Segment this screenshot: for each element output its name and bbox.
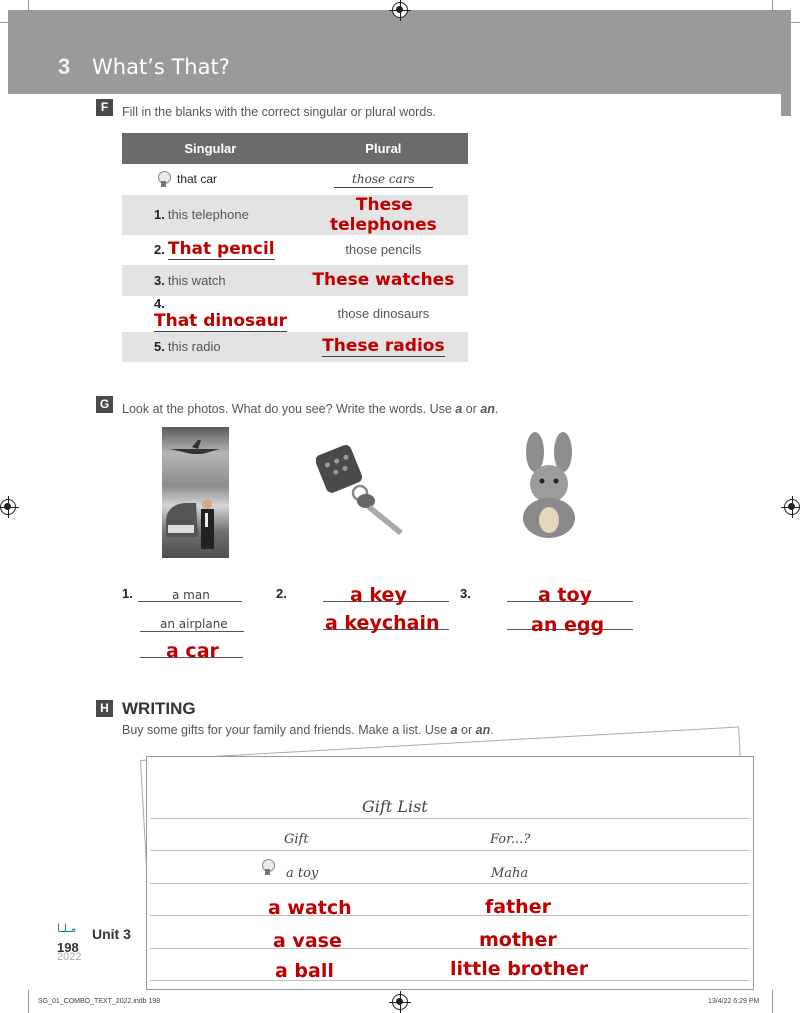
publisher-logo: مـلـا xyxy=(57,922,77,935)
example-singular: that car xyxy=(177,171,218,186)
unit-label: Unit 3 xyxy=(92,926,131,942)
plural-answer: These watches xyxy=(312,270,455,291)
section-g-label: G xyxy=(96,396,113,413)
gift-answer: a vase xyxy=(273,930,342,952)
ruled-line xyxy=(150,980,750,981)
for-answer: little brother xyxy=(450,958,589,980)
answer-2-line-1: a key xyxy=(350,584,407,606)
answer-line xyxy=(140,631,244,632)
row-number: 4. xyxy=(154,295,165,311)
ruled-line xyxy=(150,818,750,819)
ruled-line xyxy=(150,915,750,916)
keychain-photo xyxy=(316,443,408,537)
year-label: 2022 xyxy=(57,951,82,963)
answer-1-line-1: a man xyxy=(172,588,210,602)
table-row xyxy=(122,265,468,296)
example-gift: a toy xyxy=(286,866,319,881)
registration-mark-icon xyxy=(784,499,800,515)
ruled-line xyxy=(150,948,750,949)
file-name: SG_01_COMBO_TEXT_2022.indb 198 xyxy=(38,998,161,1005)
plural-answer: These telephones xyxy=(330,194,437,235)
singular-cell: this radio xyxy=(167,339,221,355)
for-answer: father xyxy=(485,896,551,918)
col-singular-header: Singular xyxy=(122,133,299,164)
plural-cell: those pencils xyxy=(345,242,422,258)
answer-3-line-2: an egg xyxy=(531,614,605,636)
table-row xyxy=(122,235,468,266)
example-for: Maha xyxy=(491,866,529,881)
toy-bunny-photo xyxy=(511,430,587,542)
section-g-instruction: Look at the photos. What do you see? Write the words. Use a or an. xyxy=(122,402,499,416)
singular-answer: That pencil xyxy=(167,239,275,260)
singular-cell: this telephone xyxy=(167,207,249,222)
plural-answer: These radios xyxy=(322,336,445,357)
example-plural: those cars xyxy=(334,172,433,188)
ruled-line xyxy=(150,850,750,851)
singular-cell: this watch xyxy=(167,272,226,288)
registration-mark-icon xyxy=(392,2,408,18)
registration-mark-icon xyxy=(0,499,16,515)
gift-list-title: Gift List xyxy=(362,797,428,816)
section-f-label: F xyxy=(96,99,113,116)
timestamp: 13/4/22 6:29 PM xyxy=(708,998,760,1005)
plural-cell: those dinosaurs xyxy=(337,306,430,321)
light-bulb-icon xyxy=(262,859,273,876)
gift-answer: a watch xyxy=(268,897,352,919)
light-bulb-icon xyxy=(158,171,169,188)
table-row xyxy=(122,332,468,363)
page-number: 198 xyxy=(57,940,79,955)
answer-3-line-1: a toy xyxy=(538,584,592,606)
answer-number: 2. xyxy=(276,586,287,601)
row-number: 1. xyxy=(154,207,165,222)
singular-plural-table xyxy=(122,133,468,362)
col-plural-header: Plural xyxy=(299,133,468,164)
answer-1-line-3: a car xyxy=(166,640,219,662)
answer-2-line-2: a keychain xyxy=(325,612,440,634)
crop-mark xyxy=(28,990,29,1013)
header-tab xyxy=(781,84,791,116)
row-number: 2. xyxy=(154,242,165,258)
row-number: 3. xyxy=(154,272,165,288)
ruled-line xyxy=(150,883,750,884)
col-gift-header: Gift xyxy=(284,832,309,847)
singular-answer: That dinosaur xyxy=(154,310,288,331)
header-band xyxy=(8,10,791,94)
for-answer: mother xyxy=(479,929,557,951)
section-h-label: H xyxy=(96,700,113,717)
section-h-instruction: Buy some gifts for your family and friends. Make a list. Use a or an. xyxy=(122,723,494,737)
gift-list-paper xyxy=(146,756,754,990)
registration-mark-icon xyxy=(392,994,408,1010)
table-row xyxy=(122,195,468,235)
answer-1-line-2: an airplane xyxy=(160,617,228,631)
answer-number: 1. xyxy=(122,586,133,601)
section-f-instruction: Fill in the blanks with the correct singular or plural words. xyxy=(122,105,437,119)
man-airplane-car-photo xyxy=(162,427,229,558)
row-number: 5. xyxy=(154,339,165,355)
gift-answer: a ball xyxy=(275,960,334,982)
writing-heading: WRITING xyxy=(122,699,196,718)
table-row-example xyxy=(122,164,468,195)
answer-number: 3. xyxy=(460,586,471,601)
col-for-header: For...? xyxy=(490,832,531,847)
unit-title: What’s That? xyxy=(92,55,230,79)
unit-number: 3 xyxy=(58,54,71,79)
table-row xyxy=(122,296,468,332)
crop-mark xyxy=(772,990,773,1013)
